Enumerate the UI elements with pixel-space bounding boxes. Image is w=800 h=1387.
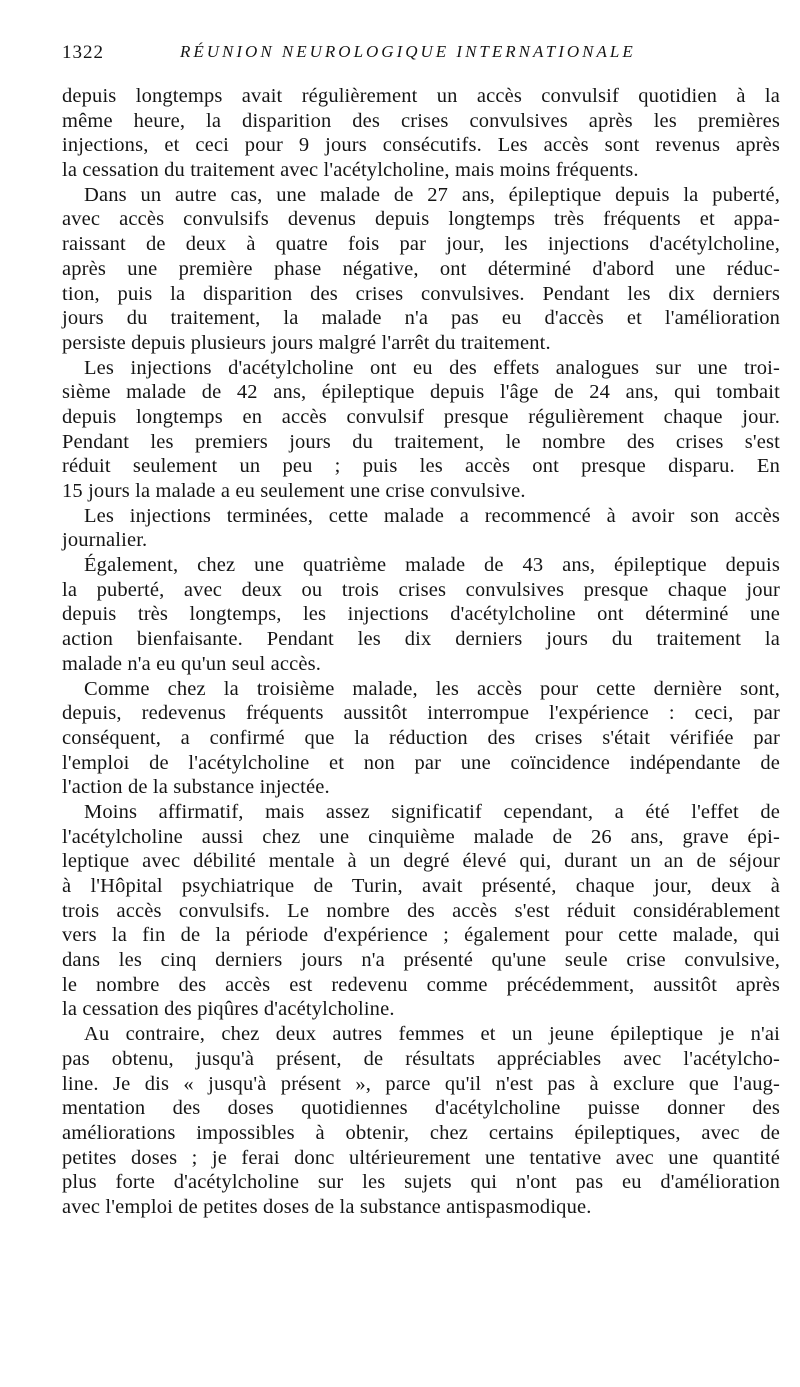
text-line: depuis très longtemps, les injections d'acétylcholine ont déterminé une: [62, 603, 780, 626]
text-line: depuis longtemps avait régulièrement un accès convulsif quotidien à la: [62, 85, 780, 107]
text-line: le nombre des accès est redevenu comme précédemment, aussitôt après: [62, 973, 780, 996]
text-line: jours du traitement, la malade n'a pas eu d'accès et l'amélioration: [62, 307, 780, 330]
running-title: RÉUNION NEUROLOGIQUE INTERNATIONALE: [180, 42, 636, 61]
text-line: l'acétylcholine aussi chez une cinquième malade de 26 ans, grave épi-: [62, 825, 780, 848]
text-line: Les injections d'acétylcholine ont eu des effets analogues sur une troi-: [84, 356, 780, 379]
text-line: action bienfaisante. Pendant les dix derniers jours du traitement la: [62, 628, 780, 651]
text-line: Dans un autre cas, une malade de 27 ans, épileptique depuis la puberté,: [84, 183, 780, 206]
text-line: Également, chez une quatrième malade de 43 ans, épileptique depuis: [84, 554, 780, 577]
text-line: trois accès convulsifs. Le nombre des accès s'est réduit considérablement: [62, 899, 780, 922]
text-line: après une première phase négative, ont déterminé d'abord une réduc-: [62, 257, 780, 280]
text-line: sième malade de 42 ans, épileptique depuis l'âge de 24 ans, qui tombait: [62, 381, 780, 404]
text-line: vers la fin de la période d'expérience ; également pour cette malade, qui: [62, 924, 780, 947]
text-line: à l'Hôpital psychiatrique de Turin, avait présenté, chaque jour, deux à: [62, 875, 780, 897]
text-line: plus forte d'acétylcholine sur les sujets qui n'ont pas eu d'amélioration: [62, 1171, 780, 1194]
text-line: la cessation du traitement avec l'acétylcholine, mais moins fréquents.: [62, 159, 639, 182]
text-line: raissant de deux à quatre fois par jour, les injections d'acétylcholine,: [62, 233, 780, 256]
body-text: [62, 84, 780, 1220]
text-line: dans les cinq derniers jours n'a présenté qu'une seule crise convulsive,: [62, 949, 780, 972]
text-line: tion, puis la disparition des crises convulsives. Pendant les dix derniers: [62, 282, 780, 305]
text-line: depuis, redevenus fréquents aussitôt interrompue l'expérience : ceci, par: [62, 702, 780, 725]
text-line: même heure, la disparition des crises convulsives après les premières: [62, 109, 780, 132]
text-line: améliorations impossibles à obtenir, chez certains épileptiques, avec de: [62, 1121, 780, 1144]
text-line: la cessation des piqûres d'acétylcholine.: [62, 998, 395, 1021]
text-line: conséquent, a confirmé que la réduction des crises s'était vérifiée par: [62, 726, 780, 749]
text-line: l'emploi de l'acétylcholine et non par une coïncidence indépendante de: [62, 751, 780, 774]
text-line: malade n'a eu qu'un seul accès.: [62, 652, 322, 675]
text-line: depuis longtemps en accès convulsif presque régulièrement chaque jour.: [62, 405, 780, 428]
text-line: la puberté, avec deux ou trois crises convulsives presque chaque jour: [62, 578, 780, 601]
text-line: Comme chez la troisième malade, les accès pour cette dernière sont,: [84, 677, 780, 700]
text-line: persiste depuis plusieurs jours malgré l'arrêt du traitement.: [62, 331, 551, 354]
text-line: avec accès convulsifs devenus depuis longtemps très fréquents et appa-: [62, 208, 780, 231]
text-line: line. Je dis « jusqu'à présent », parce qu'il n'est pas à exclure que l'aug-: [62, 1072, 780, 1095]
text-line: l'action de la substance injectée.: [62, 776, 330, 799]
text-line: Les injections terminées, cette malade a recommencé à avoir son accès: [84, 504, 780, 527]
text-line: avec l'emploi de petites doses de la substance antispasmodique.: [62, 1195, 592, 1218]
text-line: 15 jours la malade a eu seulement une crise convulsive.: [62, 480, 526, 502]
text-line: réduit seulement un peu ; puis les accès ont presque disparu. En: [62, 455, 780, 478]
text-line: journalier.: [62, 529, 148, 552]
text-line: pas obtenu, jusqu'à présent, de résultats appréciables avec l'acétylcho-: [62, 1047, 780, 1070]
text-line: injections, et ceci pour 9 jours consécutifs. Les accès sont revenus après: [62, 134, 780, 157]
text-line: Moins affirmatif, mais assez significatif cependant, a été l'effet de: [84, 800, 780, 823]
page-number: 1322: [62, 42, 104, 63]
text-line: petites doses ; je ferai donc ultérieurement une tentative avec une quantité: [62, 1146, 780, 1169]
text-line: Au contraire, chez deux autres femmes et un jeune épileptique je n'ai: [84, 1023, 780, 1046]
running-header: [62, 42, 782, 72]
text-line: leptique avec débilité mentale à un degré élevé qui, durant un an de séjour: [62, 850, 780, 873]
text-line: Pendant les premiers jours du traitement, le nombre des crises s'est: [62, 430, 780, 453]
text-line: mentation des doses quotidiennes d'acétylcholine puisse donner des: [62, 1097, 780, 1120]
